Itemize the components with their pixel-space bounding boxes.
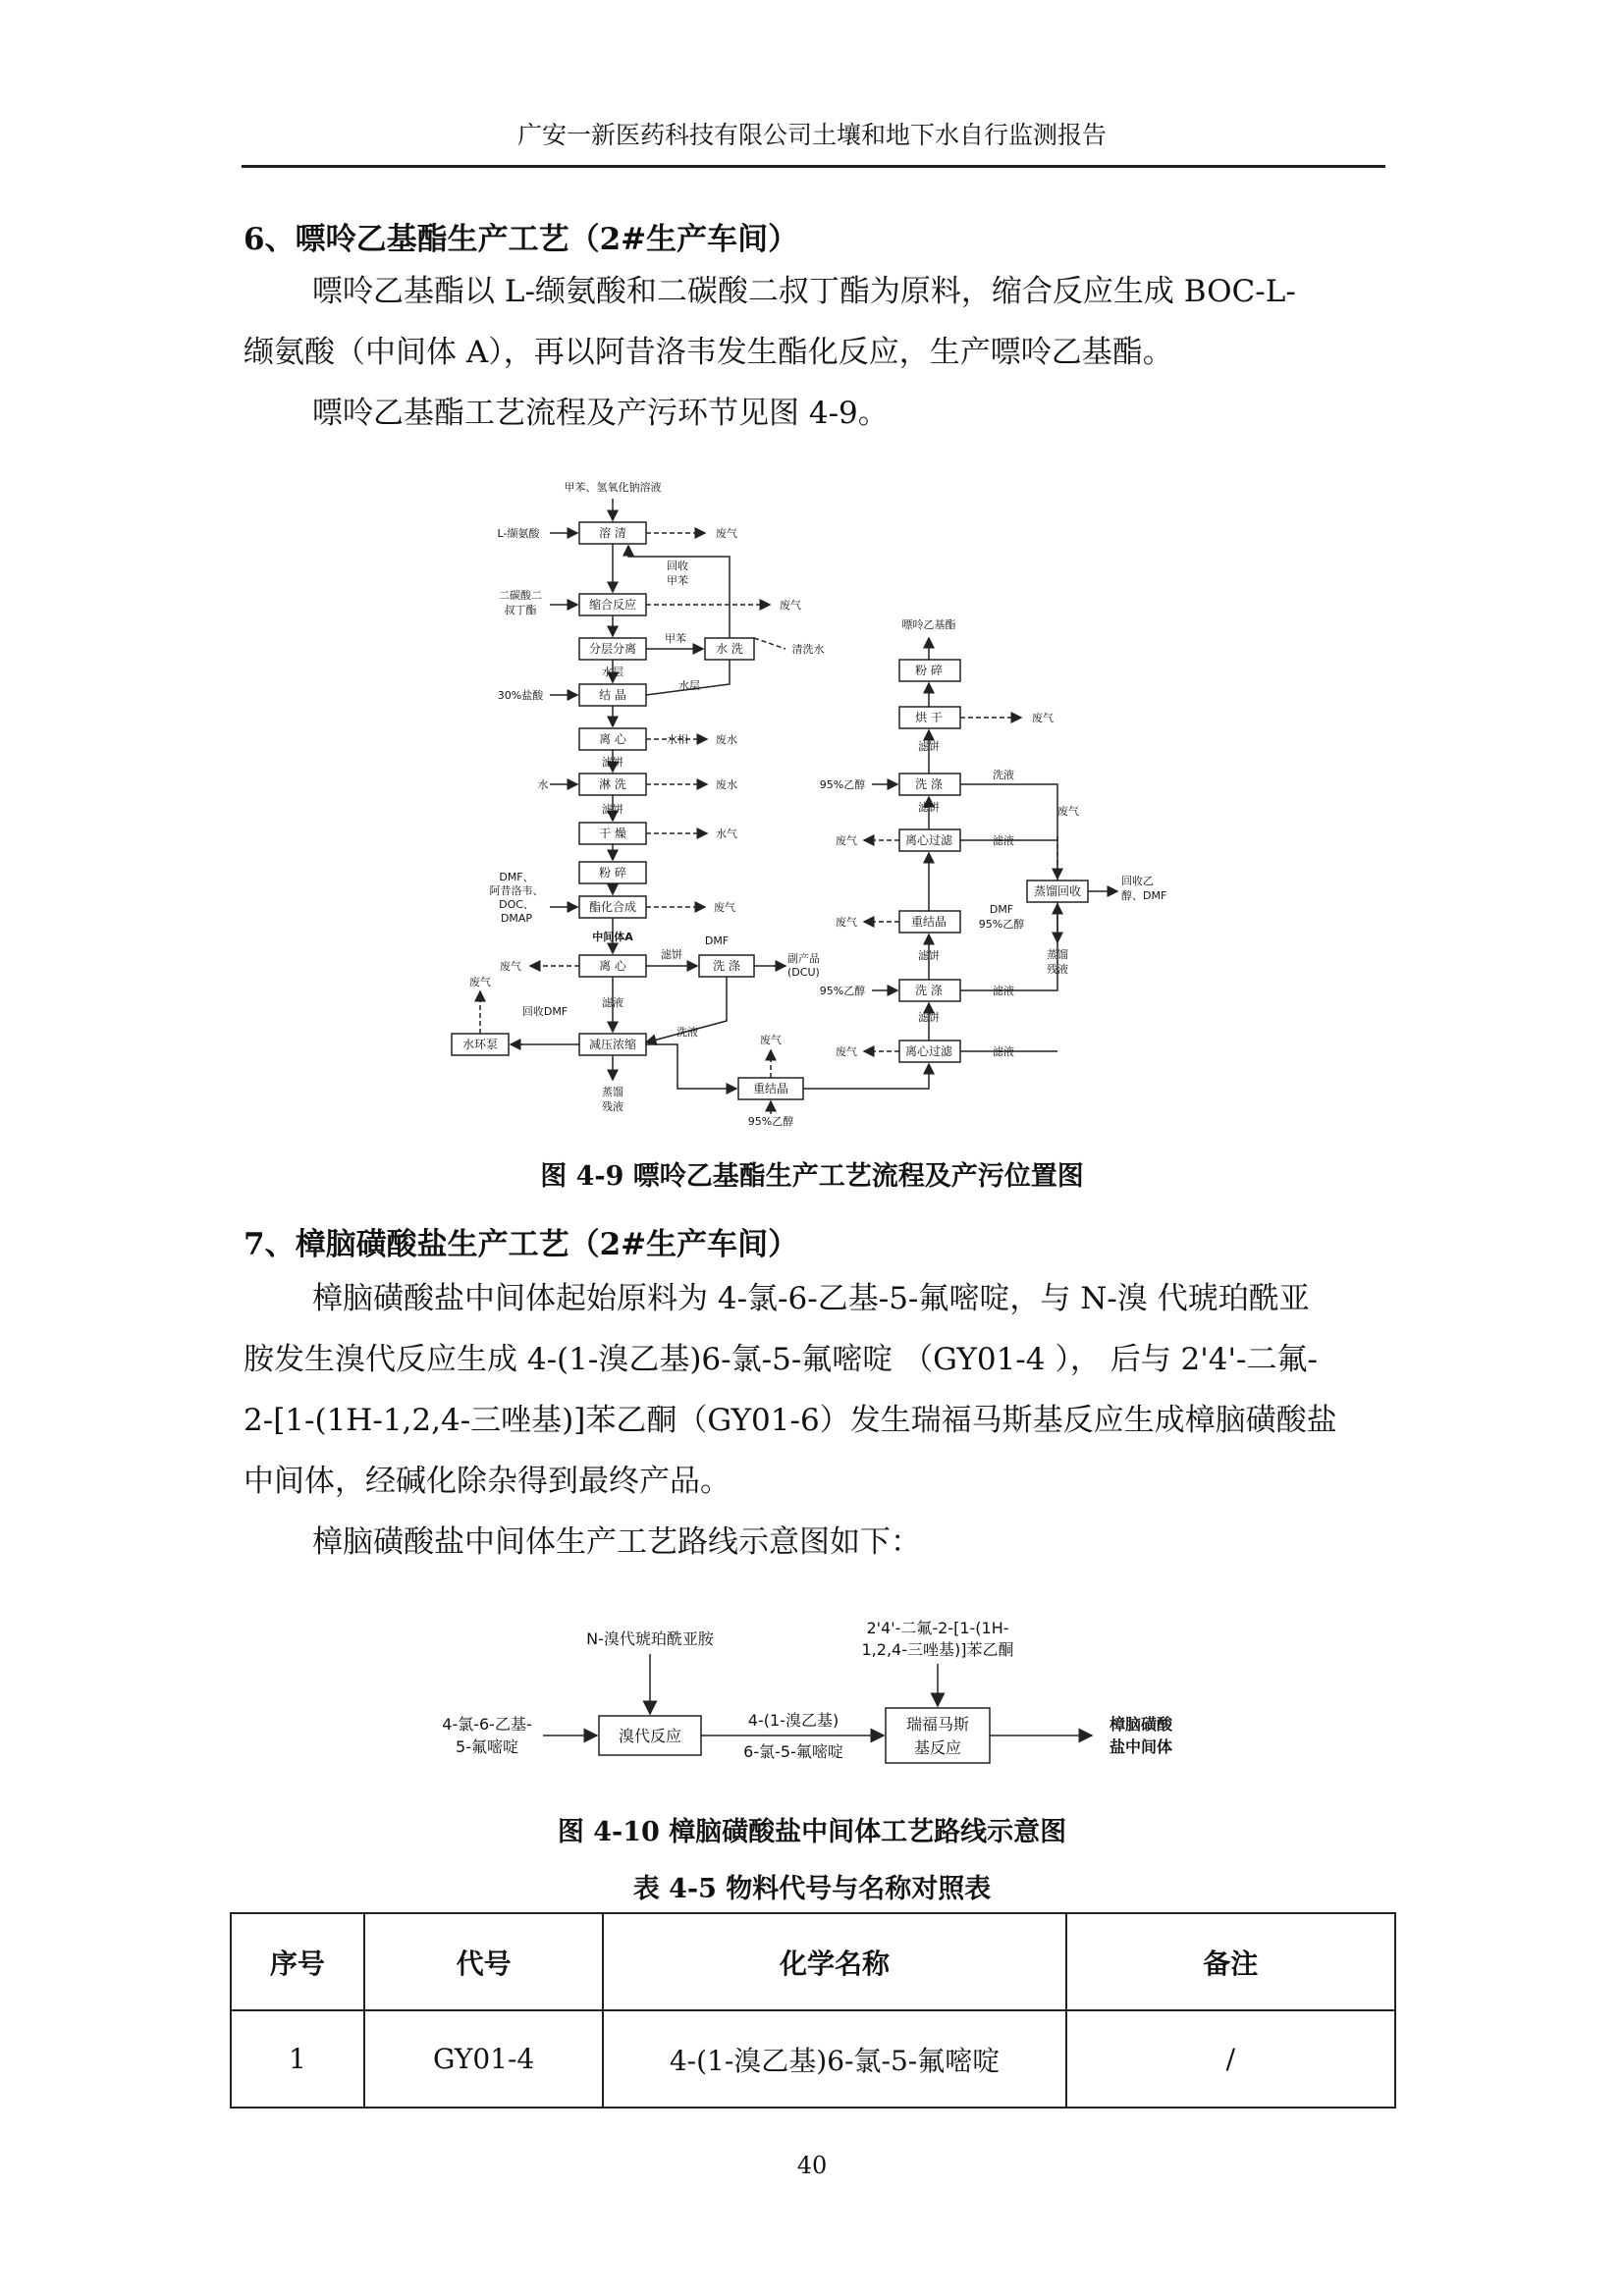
flow-box-label: 减压浓缩 [588, 1038, 637, 1051]
flow-box-label: 洗 涤 [713, 959, 740, 973]
flow-label: 废气 [780, 599, 801, 612]
paragraph-line: 中间体，经碱化除杂得到最终产品。 [244, 1464, 731, 1499]
flow-label: 废气 [500, 960, 521, 973]
flow-label: 废气 [836, 1045, 857, 1058]
route-label: 4-(1-溴乙基) [747, 1711, 839, 1730]
section-7-title: 7、樟脑磺酸盐生产工艺（2#生产车间） [244, 1227, 799, 1262]
table-cell: GY01-4 [364, 2010, 604, 2108]
flow-box-label: 水 洗 [716, 642, 743, 656]
flow-label: DMF [989, 903, 1014, 916]
figure-4-10-caption: 图 4-10 樟脑磺酸盐中间体工艺路线示意图 [557, 1817, 1067, 1847]
route-label: 4-氯-6-乙基- [442, 1715, 532, 1734]
flow-label: 滤饼 [602, 756, 623, 769]
flow-box-label: 干 燥 [599, 827, 626, 840]
flow-label: 滤液 [993, 834, 1014, 847]
flow-label: 水 [537, 778, 549, 791]
route-label: 6-氯-5-氟嘧啶 [743, 1742, 843, 1761]
flow-label: 废气 [1057, 805, 1079, 818]
table-cell: 1 [231, 2010, 364, 2108]
flow-box-label: 离 心 [599, 959, 626, 973]
flow-label: L-缬氨酸 [497, 527, 540, 540]
flow-label: 嘌呤乙基酯 [901, 618, 956, 631]
flow-label: DMF [704, 934, 730, 947]
flow-label: 废气 [469, 976, 491, 988]
flow-box-label: 烘 干 [915, 711, 943, 724]
flow-box-label: 重结晶 [910, 915, 947, 929]
table-header-cell: 序号 [231, 1913, 364, 2010]
flow-label: 洗液 [677, 1026, 698, 1039]
flow-box-label: 离 心 [599, 732, 626, 746]
flow-box-label: 分层分离 [588, 642, 637, 656]
flow-box-label: 粉 碎 [915, 664, 943, 677]
section-6-title: 6、嘌呤乙基酯生产工艺（2#生产车间） [244, 222, 799, 257]
flow-label: DMAP [500, 912, 533, 925]
flow-label: 回收 [667, 560, 688, 572]
flow-label: 废气 [714, 901, 735, 914]
flow-label: 废气 [836, 916, 857, 929]
flow-label: DMF、 [499, 871, 534, 883]
route-label: 1,2,4-三唑基)]苯乙酮 [861, 1640, 1014, 1659]
flow-label: 甲苯 [667, 574, 688, 587]
table-cell: / [1066, 2010, 1395, 2108]
flow-box-label: 洗 涤 [915, 984, 943, 997]
figure-4-9-caption: 图 4-9 嘌呤乙基酯生产工艺流程及产污位置图 [540, 1161, 1084, 1192]
flow-label: 清洗水 [791, 643, 825, 656]
flow-box-label: 粉 碎 [599, 866, 626, 880]
flow-label: 30%盐酸 [497, 689, 544, 702]
flow-label: 废气 [760, 1034, 782, 1046]
flow-label: 回收乙 [1121, 875, 1154, 887]
flow-box-label: 蒸馏回收 [1033, 884, 1082, 898]
table-header-row [231, 1913, 1395, 2010]
route-label: N-溴代琥珀酰亚胺 [586, 1629, 714, 1648]
paragraph-line: 樟脑磺酸盐中间体起始原料为 4-氯-6-乙基-5-氟嘧啶，与 N-溴 代琥珀酰亚 [312, 1281, 1310, 1316]
flow-label: 中间体A [592, 931, 633, 943]
flow-box-label: 洗 涤 [915, 777, 943, 791]
page-number: 40 [796, 2152, 828, 2179]
flow-label: 废水 [716, 733, 737, 746]
table-header-cell: 化学名称 [603, 1913, 1065, 2010]
flow-box-label: 离心过滤 [904, 833, 953, 847]
paragraph-line: 2-[1-(1H-1,2,4-三唑基)]苯乙酮（GY01-6）发生瑞福马斯基反应生成樟脑磺酸盐 [244, 1403, 1337, 1438]
flow-label: 醇、DMF [1121, 889, 1167, 902]
flow-label: 叔丁酯 [504, 604, 537, 616]
flow-label: 废气 [716, 527, 737, 540]
flow-label: 蒸馏 [1047, 948, 1068, 961]
flow-label: 洗液 [993, 769, 1014, 781]
paragraph-line: 樟脑磺酸盐中间体生产工艺路线示意图如下： [312, 1524, 921, 1560]
flow-label: 滤饼 [918, 949, 940, 962]
route-box-label: 溴代反应 [618, 1727, 682, 1745]
route-box-label: 基反应 [913, 1738, 962, 1757]
flow-label: 滤液 [602, 996, 623, 1009]
material-code-table [230, 1912, 1396, 2109]
flow-box-label: 淋 洗 [599, 777, 626, 791]
flow-label: 废水 [716, 778, 737, 791]
flow-label: 95%乙醇 [747, 1115, 794, 1128]
flow-label: 阿昔洛韦、 [489, 884, 544, 897]
flow-label: DOC、 [499, 898, 534, 911]
table-4-5-caption: 表 4-5 物料代号与名称对照表 [632, 1874, 992, 1904]
route-label: 盐中间体 [1109, 1737, 1173, 1756]
flow-label: 水气 [716, 828, 737, 840]
flow-label: 95%乙醇 [819, 985, 866, 997]
flow-label: 废气 [836, 834, 857, 847]
page-header: 广安一新医药科技有限公司土壤和地下水自行监测报告 [516, 121, 1107, 149]
flow-label: 副产品 [787, 952, 820, 965]
route-box-label: 瑞福马斯 [905, 1715, 970, 1734]
flow-label: 滤饼 [661, 948, 682, 961]
table-cell: 4-(1-溴乙基)6-氯-5-氟嘧啶 [603, 2010, 1065, 2108]
flow-label: 水层 [602, 666, 623, 678]
table-row [231, 2010, 1395, 2108]
flow-box-label: 结 晶 [599, 688, 626, 702]
route-label: 2'4'-二氟-2-[1-(1H- [866, 1619, 1009, 1637]
flow-label: 残液 [602, 1100, 623, 1113]
flow-label: 95%乙醇 [978, 918, 1025, 931]
flow-label: (DCU) [787, 966, 820, 979]
route-label: 樟脑磺酸 [1109, 1715, 1173, 1734]
flow-box-label: 水环泵 [461, 1038, 499, 1051]
flow-label: 回收DMF [521, 1005, 568, 1018]
flow-label: 废气 [1032, 712, 1054, 724]
flow-label: 甲苯、氢氧化钠溶液 [564, 481, 662, 494]
flow-label: 滤液 [993, 985, 1014, 997]
flow-label: 滤饼 [918, 1011, 940, 1024]
table-header-cell: 代号 [364, 1913, 604, 2010]
flow-label: 甲苯 [665, 632, 686, 645]
flow-box-label: 溶 清 [599, 526, 626, 540]
paragraph-line: 胺发生溴代反应生成 4-(1-溴乙基)6-氯-5-氟嘧啶 （GY01-4 ）， 后与 2'4'-二氟- [244, 1342, 1318, 1377]
paragraph-line: 嘌呤乙基酯以 L-缬氨酸和二碳酸二叔丁酯为原料，缩合反应生成 BOC-L- [312, 274, 1296, 309]
flow-label: 滤饼 [602, 803, 623, 816]
flow-box-label: 酯化合成 [588, 900, 637, 914]
flow-label: 水相 [667, 733, 688, 746]
flow-label: 滤饼 [918, 740, 940, 753]
flow-label: 滤饼 [918, 801, 940, 814]
flow-box-label: 重结晶 [752, 1082, 789, 1095]
flow-box-label: 离心过滤 [904, 1044, 953, 1058]
table-header-cell: 备注 [1066, 1913, 1395, 2010]
flow-label: 水层 [678, 679, 700, 692]
flow-label: 蒸馏 [602, 1086, 623, 1098]
paragraph-line: 嘌呤乙基酯工艺流程及产污环节见图 4-9。 [312, 396, 889, 431]
flow-label: 滤液 [993, 1045, 1014, 1058]
flow-label: 95%乙醇 [819, 778, 866, 791]
flow-label: 二碳酸二 [499, 589, 542, 602]
flow-box-label: 缩合反应 [588, 598, 637, 612]
route-label: 5-氟嘧啶 [456, 1737, 518, 1756]
paragraph-line: 缬氨酸（中间体 A），再以阿昔洛韦发生酯化反应，生产嘌呤乙基酯。 [244, 335, 1173, 370]
flow-label: 残液 [1047, 963, 1068, 976]
